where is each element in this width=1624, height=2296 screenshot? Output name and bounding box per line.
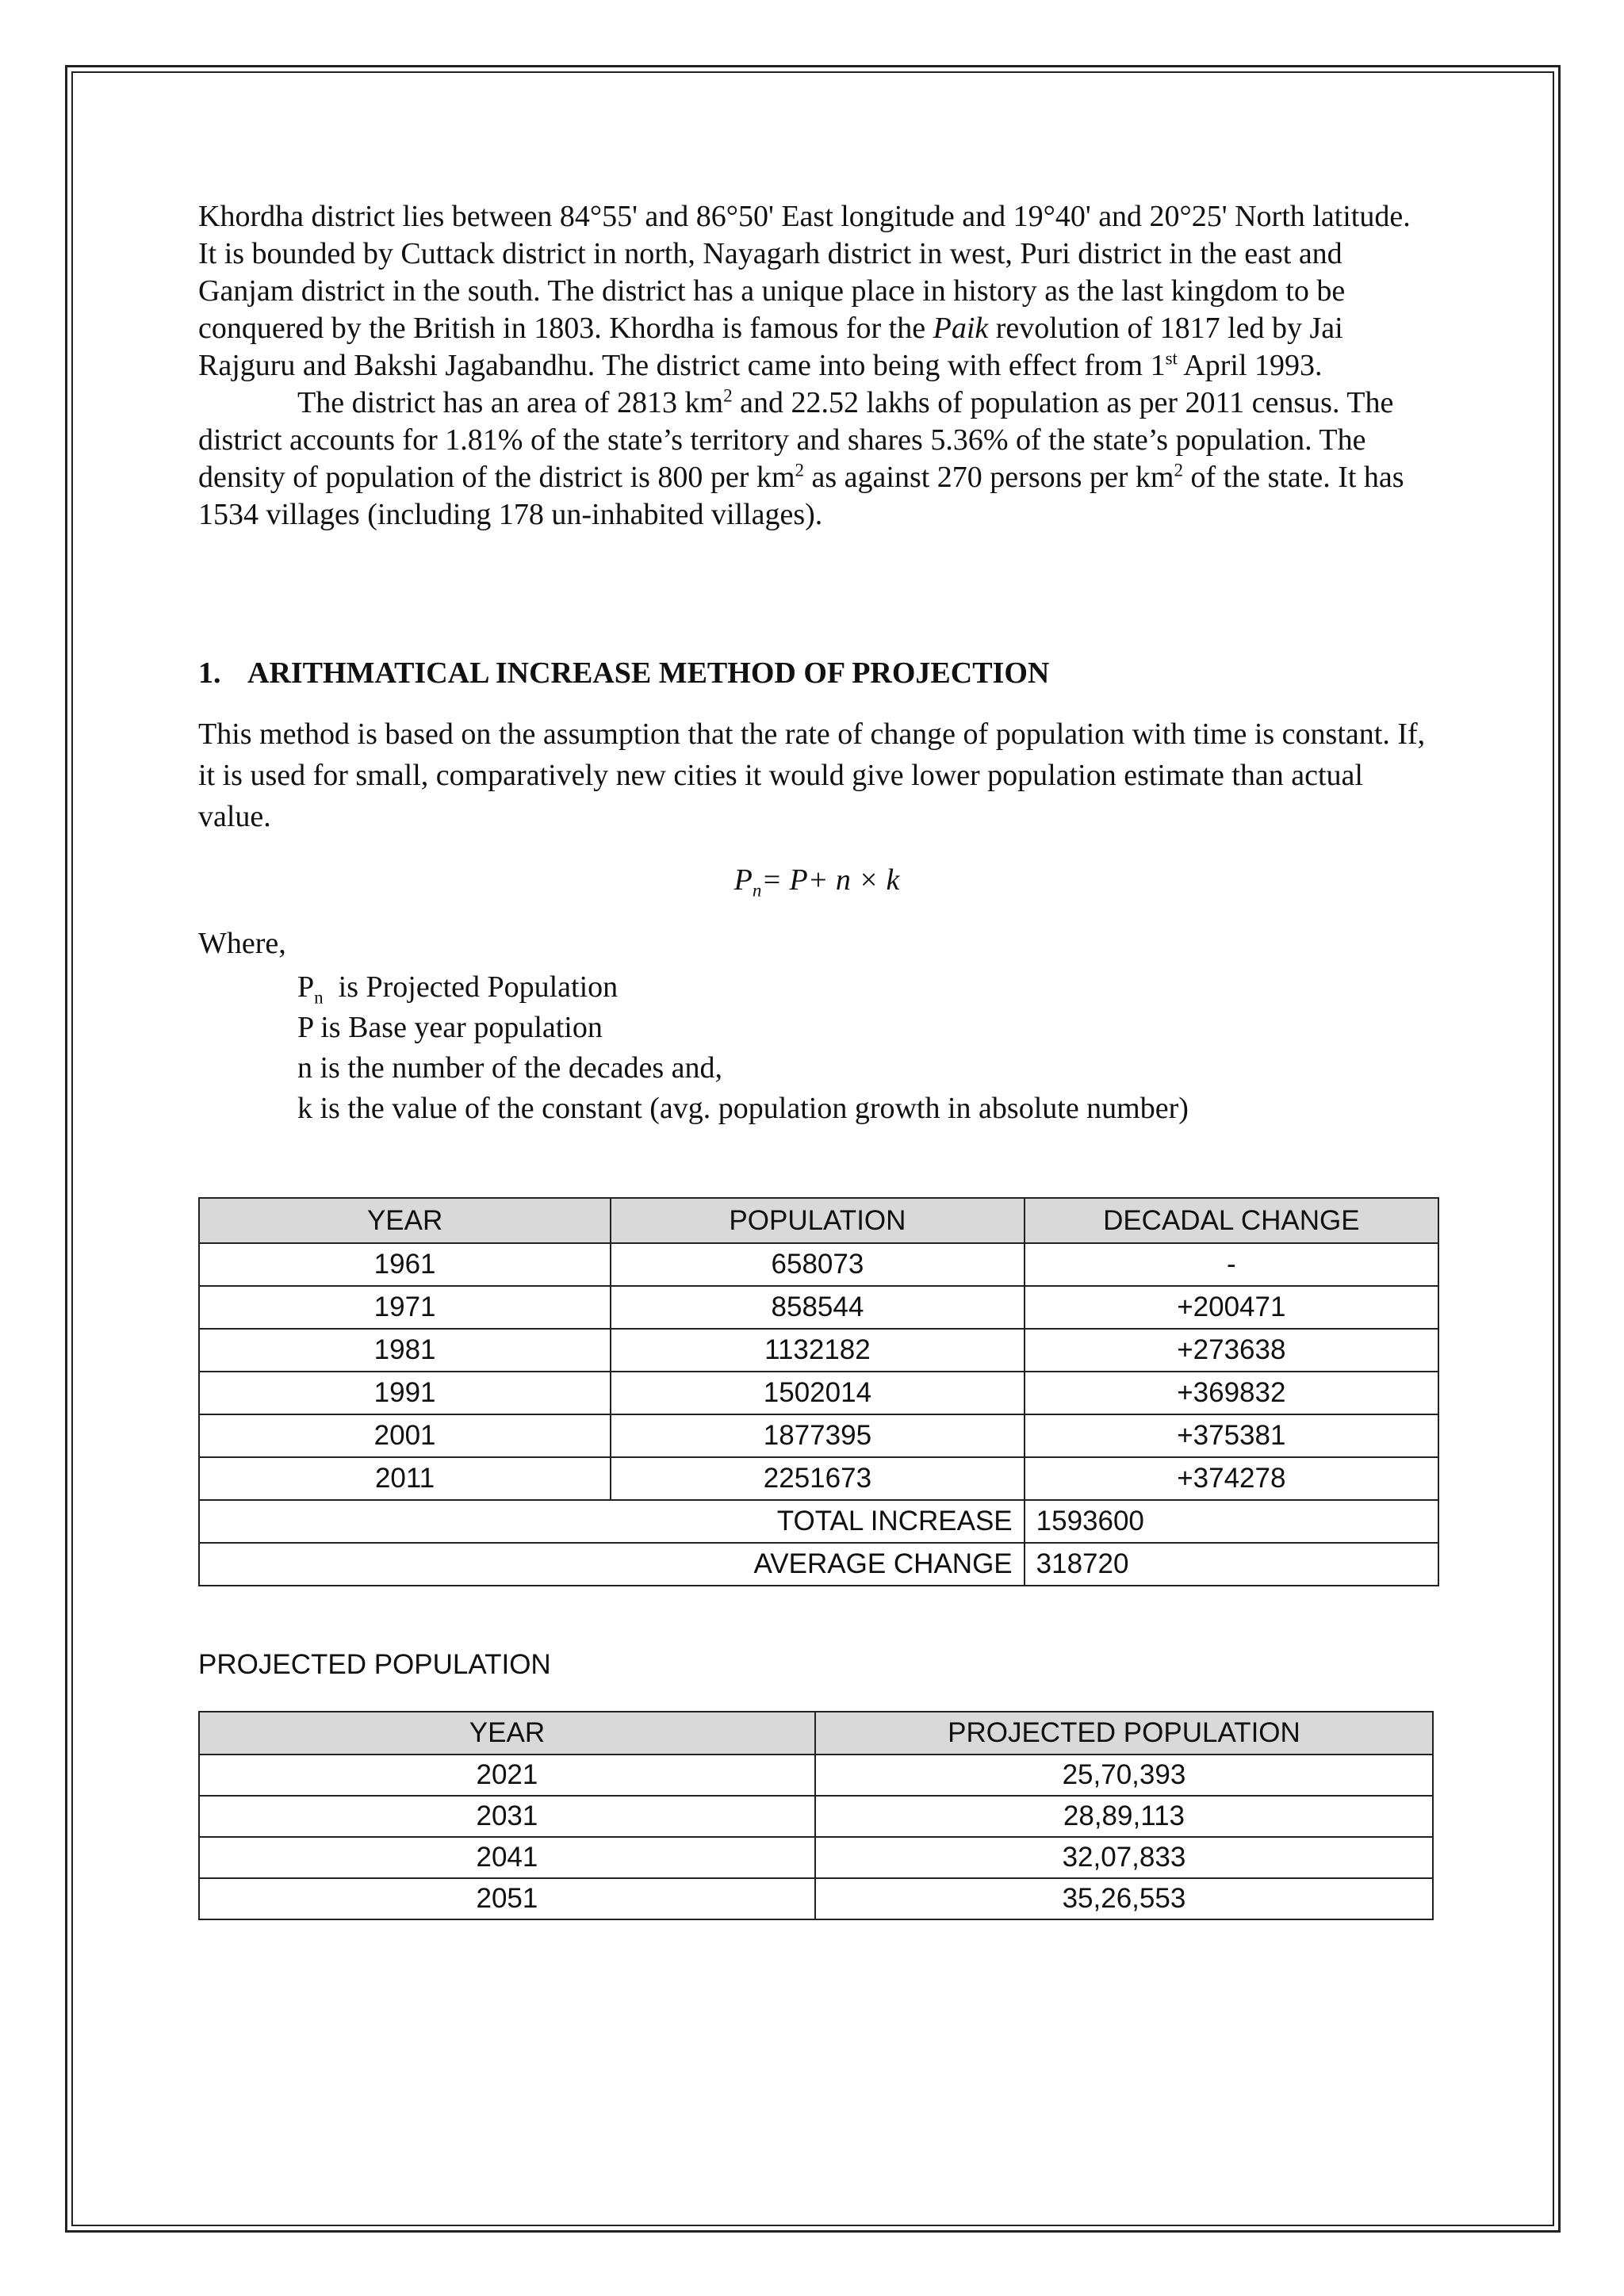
cell-projected-population: 35,26,553 <box>815 1878 1433 1919</box>
cell-population: 2251673 <box>611 1457 1024 1500</box>
section-heading: 1. ARITHMATICAL INCREASE METHOD OF PROJECTION <box>198 656 1050 690</box>
projected-population-table <box>198 1711 1434 1920</box>
cell-change: - <box>1025 1243 1438 1286</box>
definition-p: P is Base year population <box>297 1011 603 1044</box>
cell-projected-population: 25,70,393 <box>815 1755 1433 1796</box>
table-header-row <box>199 1198 1438 1243</box>
cell-change: +273638 <box>1025 1329 1438 1372</box>
cell-change: +200471 <box>1025 1286 1438 1329</box>
cell-population: 658073 <box>611 1243 1024 1286</box>
cell-year: 2001 <box>199 1414 611 1457</box>
cell-year: 1971 <box>199 1286 611 1329</box>
table-row <box>199 1372 1438 1414</box>
cell-population: 858544 <box>611 1286 1024 1329</box>
cell-population: 1877395 <box>611 1414 1024 1457</box>
cell-year: 2041 <box>199 1837 815 1878</box>
formula: $P_n= P+ n \times k$ <box>733 863 900 901</box>
total-increase-value: 1593600 <box>1025 1500 1438 1543</box>
column-header-projected-population: PROJECTED POPULATION <box>815 1712 1433 1755</box>
total-increase-label: TOTAL INCREASE <box>199 1500 1025 1543</box>
cell-population: 1132182 <box>611 1329 1024 1372</box>
cell-population: 1502014 <box>611 1372 1024 1414</box>
average-change-label: AVERAGE CHANGE <box>199 1543 1025 1586</box>
intro-paragraph-2: The district has an area of 2813 $km^2$ and 22.52 lakhs of population as per 2011 census. The district accounts for 1.81% of the state’s territory and shares 5.36% of the state’s population. The density of population of the district is 800 per $km^2$ as against 270 persons per $km^2$ of the state. It has 1534 villages (including 178 un-inhabited villages). <box>198 385 1404 531</box>
table-row <box>199 1329 1438 1372</box>
table-row <box>199 1837 1433 1878</box>
column-header-year: YEAR <box>199 1712 815 1755</box>
column-header-population: POPULATION <box>611 1198 1024 1243</box>
table-row <box>199 1878 1433 1919</box>
table-row <box>199 1414 1438 1457</box>
cell-year: 2021 <box>199 1755 815 1796</box>
average-change-value: 318720 <box>1025 1543 1438 1586</box>
table-row <box>199 1796 1433 1837</box>
cell-change: +375381 <box>1025 1414 1438 1457</box>
column-header-decadal-change: DECADAL CHANGE <box>1025 1198 1438 1243</box>
cell-change: +369832 <box>1025 1372 1438 1414</box>
where-label: Where, <box>198 927 286 960</box>
definition-n: n is the number of the decades and, <box>297 1051 723 1085</box>
population-table <box>198 1197 1439 1586</box>
cell-year: 2011 <box>199 1457 611 1500</box>
total-increase-row <box>199 1500 1438 1543</box>
projected-population-title: PROJECTED POPULATION <box>198 1649 551 1680</box>
cell-year: 1961 <box>199 1243 611 1286</box>
cell-year: 2031 <box>199 1796 815 1837</box>
column-header-year: YEAR <box>199 1198 611 1243</box>
method-description: This method is based on the assumption that the rate of change of population with time is constant. If, it is used for small, comparatively new cities it would give lower population estimate than actual value. <box>198 718 1426 833</box>
variable-definitions <box>297 967 1189 1129</box>
definition-k: k is the value of the constant (avg. population growth in absolute number) <box>297 1092 1189 1125</box>
table-header-row <box>199 1712 1433 1755</box>
average-change-row <box>199 1543 1438 1586</box>
table-row <box>199 1286 1438 1329</box>
intro-paragraph-1: Khordha district lies between 84°55' and 86°50' East longitude and 19°40' and 20°25' North latitude. It is bounded by Cuttack district in north, Nayagarh district in west, Puri district in the east and Ganjam district in the south. The district has a unique place in history as the last kingdom to be conquered by the British in 1803. Khordha is famous for the Paik revolution of 1817 led by Jai Rajguru and Bakshi Jagabandhu. The district came into being with effect from 1st April 1993. <box>198 200 1411 382</box>
page-content <box>198 198 1435 1914</box>
cell-year: 2051 <box>199 1878 815 1919</box>
cell-change: +374278 <box>1025 1457 1438 1500</box>
table-row <box>199 1457 1438 1500</box>
cell-projected-population: 32,07,833 <box>815 1837 1433 1878</box>
definition-pn: $P_n$ is Projected Population <box>297 970 619 1008</box>
cell-year: 1981 <box>199 1329 611 1372</box>
table-row <box>199 1755 1433 1796</box>
cell-projected-population: 28,89,113 <box>815 1796 1433 1837</box>
cell-year: 1991 <box>199 1372 611 1414</box>
table-row <box>199 1243 1438 1286</box>
